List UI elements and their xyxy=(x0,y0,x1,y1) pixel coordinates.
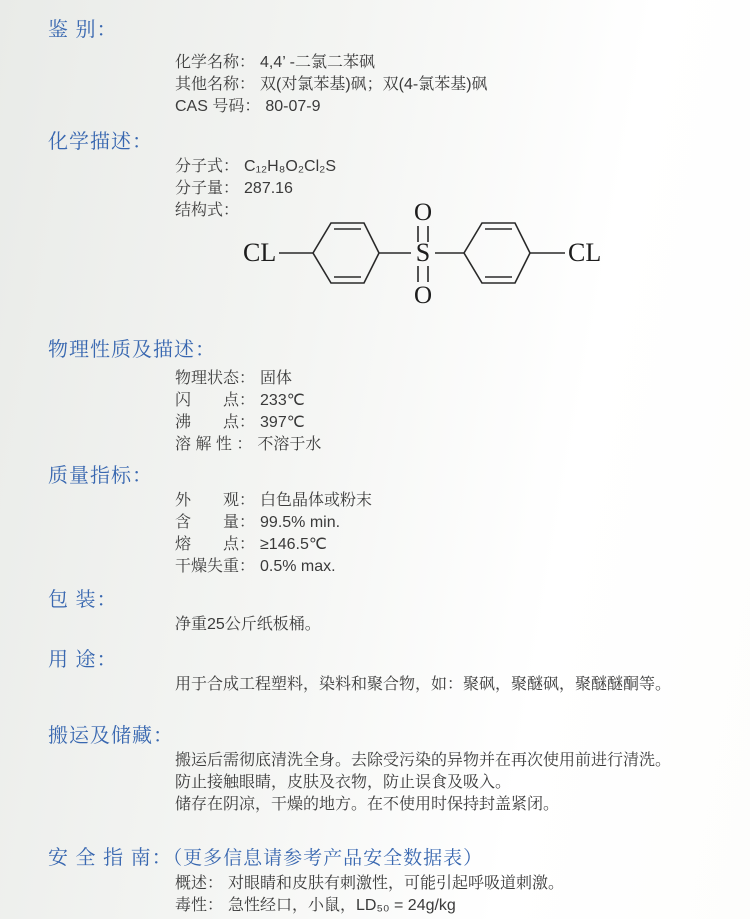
identification-content xyxy=(175,52,714,118)
chemical-structure-diagram xyxy=(241,200,601,306)
structure-cl-left-label: CL xyxy=(243,238,277,267)
molecular-weight-label: 分子量： xyxy=(175,180,240,197)
section-heading-physical: 物理性质及描述： xyxy=(48,339,216,361)
physical-state-label: 物理状态： xyxy=(175,370,256,387)
chemical-name-label: 化学名称： xyxy=(175,54,256,71)
appearance-value: 白色晶体或粉末 xyxy=(260,492,373,509)
structure-oxygen-top-label: O xyxy=(413,200,433,226)
appearance-label: 外 观： xyxy=(175,492,256,509)
structure-row xyxy=(175,200,714,306)
chemical-name-row xyxy=(175,52,714,74)
section-heading-usage: 用 途： xyxy=(48,649,118,671)
safety-toxicity-value: 急性经口，小鼠，LD₅₀ = 24g/kg xyxy=(228,897,456,914)
structure-sulfur-label: S xyxy=(415,238,431,267)
other-names-row xyxy=(175,74,714,96)
melting-point-row xyxy=(175,534,714,556)
assay-label: 含 量： xyxy=(175,514,256,531)
physical-state-row xyxy=(175,368,714,390)
loss-on-drying-label: 干燥失重： xyxy=(175,558,256,575)
solubility-label: 溶 解 性 ： xyxy=(175,436,253,453)
cas-row xyxy=(175,96,714,118)
flash-point-row xyxy=(175,390,714,412)
handling-line-2: 防止接触眼睛，皮肤及衣物，防止误食及吸入。 xyxy=(175,774,512,791)
section-heading-identification: 鉴 别： xyxy=(48,19,118,41)
safety-overview-row xyxy=(175,873,714,895)
formula-label: 分子式： xyxy=(175,158,240,175)
physical-content xyxy=(175,368,714,456)
cas-label: CAS 号码： xyxy=(175,98,261,115)
molecular-weight-value: 287.16 xyxy=(244,180,293,197)
section-heading-handling: 搬运及储藏： xyxy=(48,725,174,747)
handling-line-3: 储存在阴凉，干燥的地方。在不使用时保持封盖紧闭。 xyxy=(175,796,560,813)
formula-value: C₁₂H₈O₂Cl₂S xyxy=(244,158,337,175)
packaging-text: 净重25公斤纸板桶。 xyxy=(175,616,321,633)
section-heading-packaging: 包 装： xyxy=(48,589,118,611)
safety-heading-note: （更多信息请参考产品安全数据表） xyxy=(172,848,484,869)
solubility-value: 不溶于水 xyxy=(257,436,322,453)
handling-content xyxy=(175,750,714,816)
physical-state-value: 固体 xyxy=(260,370,293,387)
structure-oxygen-bottom-label: O xyxy=(413,282,433,306)
molecular-weight-row xyxy=(175,178,714,200)
assay-value: 99.5% min. xyxy=(260,514,341,531)
solubility-row xyxy=(175,434,714,456)
boiling-point-row xyxy=(175,412,714,434)
cas-value: 80-07-9 xyxy=(265,98,321,115)
melting-point-value: ≥146.5℃ xyxy=(260,536,327,553)
chemical-description-content xyxy=(175,156,714,306)
safety-content xyxy=(175,873,714,917)
quality-content xyxy=(175,490,714,578)
safety-overview-label: 概述： xyxy=(175,875,224,892)
section-heading-quality: 质量指标： xyxy=(48,465,153,487)
usage-content xyxy=(175,674,714,696)
structure-cl-right-label: CL xyxy=(568,238,602,267)
appearance-row xyxy=(175,490,714,512)
safety-toxicity-label: 毒性： xyxy=(175,897,224,914)
structure-label: 结构式： xyxy=(175,202,240,219)
section-heading-chemical-description: 化学描述： xyxy=(48,131,153,153)
section-heading-safety xyxy=(48,844,714,873)
melting-point-label: 熔 点： xyxy=(175,536,256,553)
safety-toxicity-row xyxy=(175,895,714,917)
loss-on-drying-value: 0.5% max. xyxy=(260,558,336,575)
flash-point-label: 闪 点： xyxy=(175,392,256,409)
loss-on-drying-row xyxy=(175,556,714,578)
packaging-content xyxy=(175,614,714,636)
other-names-label: 其他名称： xyxy=(175,76,256,93)
boiling-point-value: 397℃ xyxy=(260,414,305,431)
handling-line-1: 搬运后需彻底清洗全身。去除受污染的异物并在再次使用前进行清洗。 xyxy=(175,752,672,769)
flash-point-value: 233℃ xyxy=(260,392,305,409)
boiling-point-label: 沸 点： xyxy=(175,414,256,431)
assay-row xyxy=(175,512,714,534)
chemical-name-value: 4,4’ -二氯二苯砜 xyxy=(260,54,375,71)
usage-text: 用于合成工程塑料，染料和聚合物，如：聚砜，聚醚砜，聚醚醚酮等。 xyxy=(175,676,672,693)
formula-row xyxy=(175,156,714,178)
safety-overview-value: 对眼睛和皮肤有刺激性，可能引起呼吸道刺激。 xyxy=(228,875,565,892)
safety-heading-text: 安 全 指 南： xyxy=(48,847,173,869)
other-names-value: 双(对氯苯基)砜；双(4-氯苯基)砜 xyxy=(260,76,488,93)
